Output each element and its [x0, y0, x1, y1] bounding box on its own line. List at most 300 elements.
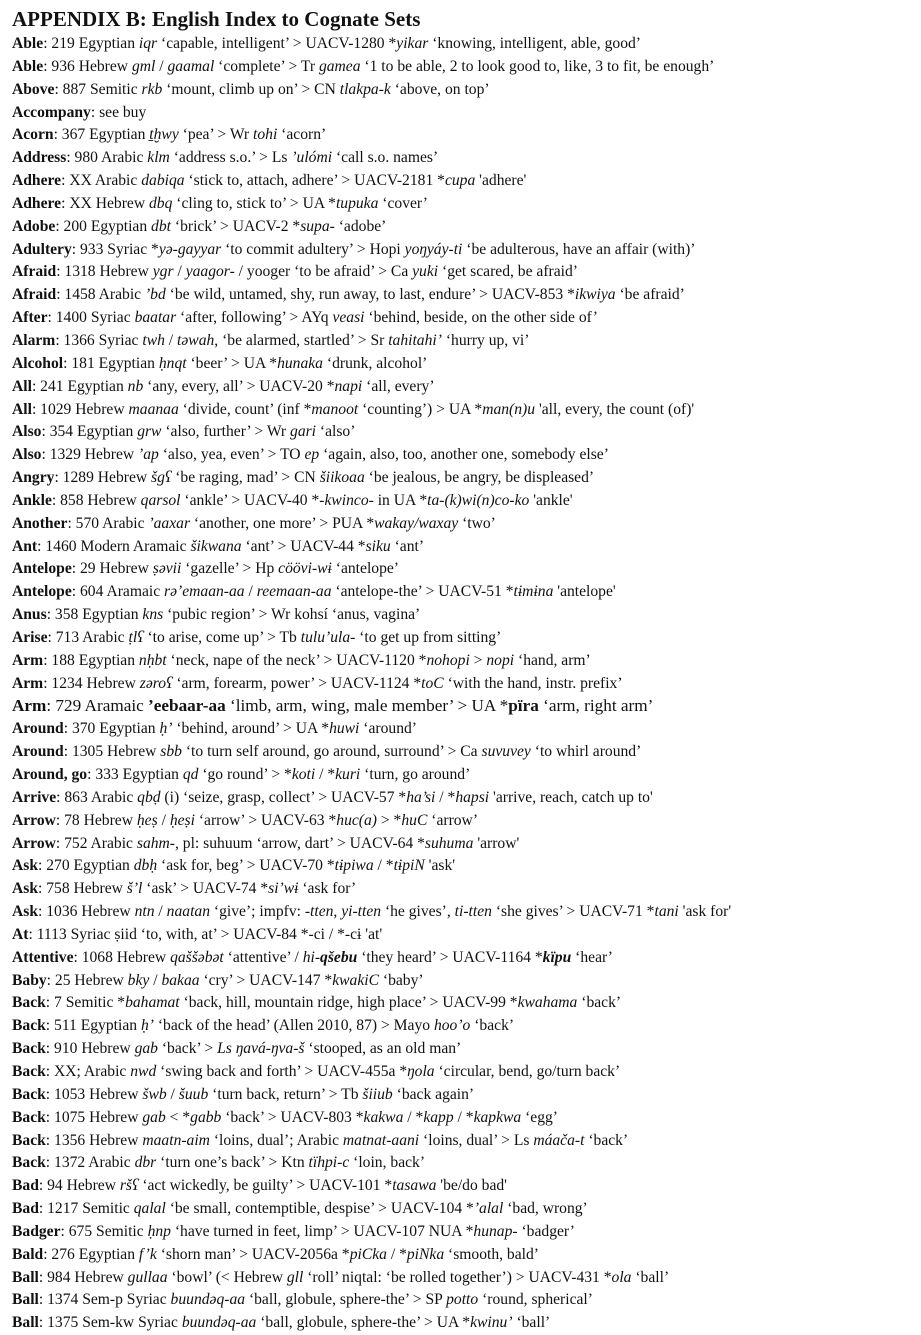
entry-form: kwakiC — [332, 971, 379, 989]
entry-text: / — [155, 57, 168, 75]
index-entry — [12, 330, 913, 353]
entry-text: < * — [165, 1108, 191, 1126]
entry-form: -tten, yi-tten — [304, 903, 382, 921]
entry-text: : 188 Egyptian — [43, 651, 139, 669]
entry-text: : 758 Hebrew — [38, 880, 127, 898]
entry-text: ‘divide, count’ (inf * — [178, 400, 312, 418]
entry-text: ‘arm, right arm’ — [538, 696, 654, 716]
entry-headword: Also — [12, 423, 42, 441]
entry-headword: Arrow — [12, 811, 56, 829]
entry-text: : 863 Arabic — [56, 788, 138, 806]
entry-form: qd — [182, 766, 199, 783]
entry-text: ‘loins, dual’; Arabic — [209, 1131, 343, 1149]
index-entry — [12, 490, 913, 513]
index-entry — [12, 1175, 913, 1198]
entry-form: maanaa — [128, 400, 179, 418]
entry-form: kns — [142, 606, 164, 624]
cognate-index-list — [12, 33, 913, 1335]
index-entry — [12, 1015, 913, 1038]
entry-text: : 887 Semitic — [54, 80, 142, 98]
entry-form: ygr — [152, 263, 174, 281]
entry-form: yuki — [412, 263, 439, 281]
entry-form: kapp — [423, 1108, 454, 1126]
entry-headword: Arise — [12, 628, 48, 646]
entry-text: ‘again, also, too, another one, somebody else’ — [319, 446, 609, 464]
index-entry — [12, 673, 913, 696]
entry-form: huwi — [329, 720, 360, 738]
entry-text: : 933 Syriac * — [71, 240, 159, 258]
index-entry — [12, 33, 913, 56]
entry-form: ep — [304, 446, 320, 464]
entry-headword: Back — [12, 1017, 46, 1035]
entry-form: tɨpiN — [393, 857, 425, 875]
entry-form: grw — [137, 423, 162, 441]
entry-form: ti-tten — [454, 903, 492, 921]
entry-text: , pl: suhuum ‘arrow, dart’ > UACV-64 * — [175, 834, 425, 852]
entry-text: / * — [386, 1245, 407, 1263]
entry-headword: Adultery — [12, 240, 72, 258]
entry-form: ḥeṣi — [169, 811, 195, 829]
entry-form: gaamal — [167, 57, 215, 75]
entry-text: ‘mount, climb up on’ > CN — [162, 80, 340, 98]
entry-text: ‘ball’ — [631, 1268, 670, 1286]
entry-form: šuub — [178, 1085, 209, 1103]
entry-text: ‘beer’ > UA * — [186, 354, 278, 372]
index-entry — [12, 695, 913, 718]
entry-headword: Ask — [12, 903, 39, 921]
entry-text: : 25 Hebrew — [46, 971, 128, 989]
entry-text: 'ankle' — [529, 491, 573, 509]
entry-text: : 276 Egyptian — [43, 1245, 139, 1263]
entry-text: ‘ankle’ > UACV-40 * — [180, 491, 320, 509]
entry-text: ‘have turned in feet, limp’ > UACV-107 NUA * — [170, 1222, 474, 1240]
entry-form: f’k — [138, 1245, 157, 1263]
entry-text: ‘ant’ > UACV-44 * — [241, 537, 366, 555]
entry-text: ‘cling to, stick to’ > UA * — [172, 194, 336, 212]
index-entry — [12, 764, 913, 787]
entry-text: ‘turn one’s back’ > Ktn — [156, 1154, 309, 1172]
entry-text: ‘to arise, come up’ > Tb — [143, 628, 301, 646]
entry-form: máača-t — [533, 1131, 585, 1149]
index-entry — [12, 376, 913, 399]
entry-text: ‘behind, beside, on the other side of’ — [364, 309, 598, 327]
entry-form: yaagor- — [185, 263, 235, 281]
entry-form: manoot — [311, 400, 359, 418]
entry-form: tulu’ula- — [300, 628, 356, 646]
entry-form: tɨpiwa — [334, 857, 374, 875]
entry-text: ‘turn back, return’ > Tb — [208, 1085, 363, 1103]
entry-form: sahm- — [136, 834, 175, 852]
entry-form: qalal — [133, 1200, 166, 1218]
entry-form: bky — [127, 971, 150, 989]
entry-text: ‘also, yea, even’ > TO — [158, 446, 305, 464]
entry-form: nopi — [486, 651, 515, 669]
entry-text: ‘ant’ — [390, 537, 425, 555]
entry-text: ‘antelope-the’ > UACV-51 * — [331, 583, 514, 601]
entry-text: : 1372 Arabic — [45, 1154, 135, 1172]
index-entry — [12, 604, 913, 627]
entry-form: qšebu — [320, 948, 358, 966]
index-entry — [12, 718, 913, 741]
entry-text: ‘cover’ — [378, 194, 428, 212]
entry-form: wakay/waxay — [374, 514, 459, 532]
entry-text: / — [244, 583, 257, 601]
entry-text: ‘be jealous, be angry, be displeased’ — [364, 469, 595, 487]
entry-text: ‘back’ — [577, 994, 622, 1012]
entry-text: > — [469, 651, 487, 669]
entry-form: kwinu’ — [470, 1314, 513, 1332]
entry-text: ‘cry’ > UACV-147 * — [199, 971, 333, 989]
entry-form: hi- — [302, 948, 321, 966]
index-entry — [12, 878, 913, 901]
entry-headword: At — [12, 925, 29, 943]
entry-form: baatar — [134, 309, 177, 327]
entry-text: : XX Hebrew — [61, 194, 149, 212]
entry-text: 'antelope' — [553, 583, 616, 601]
entry-headword: Ball — [12, 1291, 39, 1309]
entry-text: / * — [373, 857, 394, 875]
entry-text: in UA * — [373, 491, 428, 509]
entry-form: gll — [286, 1268, 304, 1286]
entry-text: ‘to get up from sitting’ — [355, 628, 502, 646]
index-entry — [12, 741, 913, 764]
entry-text: ‘capable, intelligent’ > UACV-1280 * — [157, 35, 397, 52]
index-entry — [12, 1038, 913, 1061]
entry-form: hunaka — [277, 354, 323, 372]
entry-text: ‘arm, forearm, power’ > UACV-1124 * — [172, 674, 422, 692]
entry-text: 'arrive, reach, catch up to' — [489, 788, 653, 806]
entry-text: ‘get scared, be afraid’ — [438, 263, 578, 281]
entry-text: : 604 Aramaic — [71, 583, 165, 601]
entry-text: ‘adobe’ — [334, 217, 387, 235]
entry-text: : 333 Egyptian — [87, 766, 183, 783]
entry-text: ‘around’ — [359, 720, 417, 738]
entry-text: ‘neck, nape of the neck’ > UACV-1120 * — [166, 651, 427, 669]
entry-text: : 241 Egyptian — [31, 377, 128, 395]
entry-text: ‘ball’ — [512, 1314, 551, 1332]
index-entry — [12, 513, 913, 536]
entry-form: piNka — [406, 1245, 445, 1263]
entry-text: ‘ask for’ — [298, 880, 357, 898]
entry-headword: Bad — [12, 1177, 39, 1195]
entry-text: / * — [403, 1108, 424, 1126]
entry-form: -kwinco- — [319, 491, 374, 509]
entry-text: ‘back’ > UACV-803 * — [221, 1108, 364, 1126]
entry-headword: Around — [12, 743, 64, 761]
entry-form: šgʕ — [151, 469, 172, 487]
entry-text: ‘give’; impfv: — [210, 903, 305, 921]
entry-form: reemaan-aa — [256, 583, 332, 601]
entry-text: ‘ball, globule, sphere-the’ > UA * — [256, 1314, 471, 1332]
index-entry — [12, 79, 913, 102]
entry-form: pïra — [508, 696, 539, 716]
entry-form: š’l — [126, 880, 143, 898]
index-entry — [12, 102, 913, 125]
entry-text: ‘antelope’ — [331, 560, 399, 578]
entry-headword: Adhere — [12, 172, 62, 190]
index-entry — [12, 947, 913, 970]
index-entry — [12, 536, 913, 559]
index-entry — [12, 627, 913, 650]
entry-text: ‘to turn self around, go around, surround’ > Ca — [181, 743, 482, 761]
entry-headword: Alcohol — [12, 354, 64, 372]
entry-form: hoo’o — [433, 1017, 471, 1035]
entry-headword: Bald — [12, 1245, 44, 1263]
entry-text: ‘attentive’ / — [223, 948, 303, 966]
entry-headword: Adhere — [12, 194, 62, 212]
entry-text: ‘be adulterous, have an affair (with)’ — [462, 240, 696, 258]
entry-text: : 511 Egyptian — [45, 1017, 141, 1035]
entry-text: ‘smooth, bald’ — [444, 1245, 539, 1263]
index-entry — [12, 1198, 913, 1221]
entry-headword: Back — [12, 1108, 46, 1126]
entry-form: nohopi — [426, 651, 470, 669]
entry-form: ḥnqt — [158, 354, 187, 372]
index-entry — [12, 558, 913, 581]
index-entry — [12, 467, 913, 490]
entry-headword: Acorn — [12, 126, 54, 144]
entry-headword: Around, go — [12, 766, 88, 783]
entry-text: / * — [435, 788, 456, 806]
entry-headword: Attentive — [12, 948, 74, 966]
entry-text: 'arrow' — [473, 834, 520, 852]
entry-text: ‘hurry up, vi’ — [441, 331, 530, 349]
entry-text: ‘pea’ > Wr — [178, 126, 254, 144]
entry-form: ḥnp — [147, 1222, 171, 1240]
entry-text: : 1460 Modern Aramaic — [37, 537, 191, 555]
entry-headword: Able — [12, 35, 44, 52]
entry-headword: Also — [12, 446, 42, 464]
entry-text: ‘go round’ > * — [198, 766, 292, 783]
entry-form: kuri — [335, 766, 361, 783]
entry-text: ‘circular, bend, go/turn back’ — [434, 1062, 621, 1080]
entry-text: ‘above, on top’ — [390, 80, 490, 98]
entry-form: ola — [611, 1268, 632, 1286]
index-entry — [12, 124, 913, 147]
entry-text: ‘after, following’ > AYq — [176, 309, 333, 327]
entry-form: hunap- — [473, 1222, 518, 1240]
entry-text: : 370 Egyptian — [63, 720, 160, 738]
entry-form: ṣəvii — [152, 560, 182, 578]
entry-headword: Alarm — [12, 331, 56, 349]
entry-headword: Back — [12, 1085, 46, 1103]
entry-headword: Back — [12, 994, 46, 1012]
entry-text: 'be/do bad' — [436, 1177, 507, 1195]
entry-text: : 1068 Hebrew — [73, 948, 171, 966]
entry-text: ‘acorn’ — [277, 126, 327, 144]
entry-headword: Arm — [12, 674, 44, 692]
index-entry — [12, 216, 913, 239]
index-entry — [12, 1312, 913, 1335]
entry-text: ‘ask’ > UACV-74 * — [142, 880, 269, 898]
entry-form: napi — [334, 377, 363, 395]
entry-form: supa- — [300, 217, 335, 235]
entry-headword: Arrive — [12, 788, 57, 806]
entry-text: : 94 Hebrew — [38, 1177, 120, 1195]
entry-form: tani — [654, 903, 679, 921]
entry-form: rə’emaan-aa — [164, 583, 245, 601]
entry-text: : 200 Egyptian — [55, 217, 152, 235]
entry-form: šiiub — [362, 1085, 393, 1103]
entry-form: kakwa — [363, 1108, 404, 1126]
entry-form: si’wɨ — [268, 880, 299, 898]
index-entry — [12, 147, 913, 170]
index-entry — [12, 421, 913, 444]
entry-headword: All — [12, 400, 32, 418]
entry-text: : 936 Hebrew — [43, 57, 132, 75]
entry-text: ‘loins, dual’ > Ls — [419, 1131, 534, 1149]
entry-text: ‘stick to, attach, adhere’ > UACV-2181 * — [184, 172, 445, 190]
entry-form: ŋola — [407, 1062, 435, 1080]
entry-text: ‘be afraid’ — [615, 286, 685, 304]
entry-text: ‘shorn man’ > UACV-2056a * — [156, 1245, 350, 1263]
entry-text: / — [166, 1085, 179, 1103]
entry-form: bakaa — [161, 971, 200, 989]
entry-form: tahitahi’ — [388, 331, 442, 349]
entry-text: ‘back of the head’ (Allen 2010, 87) > Mayo — [153, 1017, 434, 1035]
entry-text: / — [157, 811, 170, 829]
entry-text: : 1400 Syriac — [47, 309, 135, 327]
entry-text: ‘she gives’ > UACV-71 * — [491, 903, 655, 921]
entry-form: suhuma — [424, 834, 474, 852]
entry-text: / — [154, 903, 167, 921]
entry-form: ’ulómi — [291, 149, 333, 167]
entry-text: : 1375 Sem-kw Syriac — [38, 1314, 182, 1332]
entry-text: : 1374 Sem-p Syriac — [38, 1291, 171, 1309]
entry-headword: Ant — [12, 537, 38, 555]
entry-form: cöövi-wɨ — [278, 560, 332, 578]
entry-text: ‘1 to be able, 2 to look good to, like, 3 to fit, be enough’ — [360, 57, 715, 75]
entry-text: / * — [453, 1108, 474, 1126]
entry-text: 'ask' — [424, 857, 456, 875]
index-entry — [12, 261, 913, 284]
entry-headword: Able — [12, 57, 44, 75]
entry-text: : 7 Semitic * — [45, 994, 126, 1012]
index-entry — [12, 787, 913, 810]
entry-form: tohi — [253, 126, 278, 144]
entry-text: ‘act wickedly, be guilty’ > UACV-101 * — [138, 1177, 393, 1195]
entry-form: kwahama — [517, 994, 578, 1012]
entry-form: nb — [127, 377, 144, 395]
entry-text: : 1289 Hebrew — [54, 469, 152, 487]
index-entry — [12, 1152, 913, 1175]
entry-form: dabiqa — [141, 172, 185, 190]
entry-text: : 1366 Syriac — [55, 331, 143, 349]
index-entry — [12, 970, 913, 993]
index-entry — [12, 1107, 913, 1130]
entry-headword: Antelope — [12, 560, 72, 578]
entry-text: / — [173, 263, 186, 281]
entry-form: šikwana — [190, 537, 242, 555]
entry-form: ḥ’ — [140, 1017, 154, 1035]
entry-text: , ‘be alarmed, startled’ > Sr — [214, 331, 389, 349]
index-entry — [12, 833, 913, 856]
entry-form: gamea — [318, 57, 361, 75]
entry-form: ṯḫwy — [149, 126, 179, 144]
entry-form: nḥbt — [138, 651, 167, 669]
entry-text: 'ask for' — [678, 903, 732, 921]
entry-form: dbḥ — [133, 857, 158, 875]
entry-form: dbt — [151, 217, 171, 235]
entry-text: ‘behind, around’ > UA * — [172, 720, 330, 738]
entry-form: koti — [291, 766, 316, 783]
entry-text: : 1356 Hebrew — [45, 1131, 143, 1149]
entry-headword: Afraid — [12, 263, 57, 281]
entry-text: ‘with the hand, instr. prefix’ — [443, 674, 623, 692]
entry-form: nwd — [130, 1062, 157, 1080]
entry-text: > * — [376, 811, 402, 829]
entry-text: ‘be raging, mad’ > CN — [171, 469, 320, 487]
entry-headword: Ankle — [12, 491, 52, 509]
entry-text: : 358 Egyptian — [46, 606, 143, 624]
entry-text: : 29 Hebrew — [71, 560, 153, 578]
entry-headword: Another — [12, 514, 68, 532]
index-entry — [12, 810, 913, 833]
entry-text: : 675 Semitic — [60, 1222, 148, 1240]
entry-text: / — [149, 971, 162, 989]
entry-form: ršʕ — [119, 1177, 139, 1195]
entry-text: ‘drunk, alcohol’ — [322, 354, 428, 372]
entry-text: ‘ask for, beg’ > UACV-70 * — [157, 857, 335, 875]
entry-text: ‘limb, arm, wing, male member’ > UA * — [225, 696, 509, 716]
entry-form: qaššəbət — [170, 948, 224, 966]
entry-form: man(n)u — [482, 400, 536, 418]
entry-text: ‘back, hill, mountain ridge, high place’ > UACV-99 * — [179, 994, 518, 1012]
entry-form: ’aaxar — [148, 514, 191, 532]
entry-text: ‘he gives’, — [381, 903, 455, 921]
entry-text: ‘back again’ — [392, 1085, 475, 1103]
entry-form: gab — [134, 1040, 158, 1058]
entry-text: : 1113 Syriac ṣiid ‘to, with, at’ > UACV-84 *-ci / *-cɨ 'at' — [28, 925, 383, 943]
index-entry — [12, 1221, 913, 1244]
entry-text: ‘arrow’ > UACV-63 * — [194, 811, 337, 829]
entry-form: qbḍ — [137, 788, 161, 806]
entry-text: ‘brick’ > UACV-2 * — [170, 217, 301, 235]
entry-headword: Antelope — [12, 583, 72, 601]
entry-text: : 1234 Hebrew — [43, 674, 140, 692]
entry-text: ‘be small, contemptible, despise’ > UACV-104 * — [165, 1200, 474, 1218]
entry-form: qarsol — [140, 491, 181, 509]
entry-text: : 984 Hebrew — [38, 1268, 128, 1286]
entry-form: ’bd — [144, 286, 166, 304]
entry-text: ‘arrow’ — [427, 811, 479, 829]
entry-form: bahamat — [125, 994, 180, 1012]
entry-headword: Ask — [12, 880, 39, 898]
entry-form: yoŋyáy-ti — [404, 240, 463, 258]
entry-form: ta-(k)wi(n)co-ko — [427, 491, 530, 509]
entry-text: ‘two’ — [458, 514, 496, 532]
entry-text: / — [164, 331, 178, 349]
entry-form: rkb — [141, 80, 163, 98]
entry-form: tɨmɨna — [513, 583, 554, 601]
entry-text: : XX; Arabic — [45, 1062, 131, 1080]
entry-form: zəroʕ — [139, 674, 173, 692]
entry-form: tupuka — [335, 194, 379, 212]
entry-headword: Ball — [12, 1268, 39, 1286]
entry-text: : 980 Arabic — [66, 149, 148, 167]
entry-text: ‘also’ — [316, 423, 356, 441]
entry-form: tïhpi-c — [308, 1154, 350, 1172]
entry-headword: Back — [12, 1131, 46, 1149]
entry-text: ‘also, further’ > Wr — [161, 423, 291, 441]
entry-form: maatn-aim — [142, 1131, 210, 1149]
entry-headword: Baby — [12, 971, 47, 989]
index-entry — [12, 1061, 913, 1084]
entry-form: ntn — [134, 903, 155, 921]
entry-text: ‘badger’ — [517, 1222, 575, 1240]
entry-form: yikar — [396, 35, 429, 52]
entry-form: ṭlʕ — [128, 628, 144, 646]
